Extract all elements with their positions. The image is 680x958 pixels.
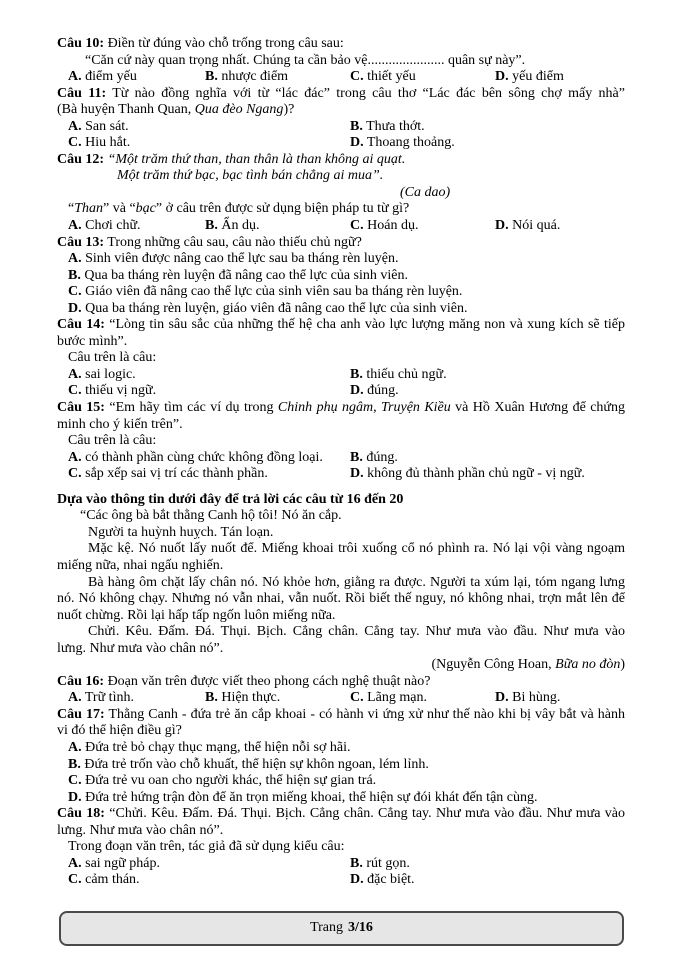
- passage-line-3: Mặc kệ. Nó nuốt lấy nuốt để. Miếng khoai trôi xuống cổ nó phình ra. Nó lại vội vàng ngoạm: [88, 541, 625, 557]
- question-13-stem: Câu 13: Trong những câu sau, câu nào thiếu chủ ngữ?: [57, 234, 362, 250]
- passage-line-6: nó. Nó không chạy. Nhưng nó vẫn nhai, vẫn nuốt. Rồi biết thế nguy, nó không nhai, trợn mắt lên để: [57, 591, 625, 607]
- question-14-prompt: Câu trên là câu:: [68, 350, 157, 366]
- question-16-stem: Câu 16: Đoạn văn trên được viết theo phong cách nghệ thuật nào?: [57, 673, 431, 689]
- footer-page-number: 3/16: [348, 920, 373, 936]
- footer-label: Trang: [310, 920, 344, 936]
- question-17-stem-line2: vi đó thể hiện điều gì?: [57, 723, 182, 739]
- option-C: C. sắp xếp sai vị trí các thành phần.: [68, 466, 268, 482]
- passage-line-4: miếng nữa, nhai ngấu nghiến.: [57, 557, 224, 573]
- option-B: B. Qua ba tháng rèn luyện đã nâng cao thể lực của sinh viên.: [68, 267, 408, 283]
- question-15-options-ab: [57, 450, 625, 467]
- document-body: [57, 36, 625, 889]
- section-header-16-20: Dựa vào thông tin dưới đây để trả lời các câu từ 16 đến 20: [57, 491, 404, 507]
- option-D: D. Qua ba tháng rèn luyện, giáo viên đã nâng cao thể lực của sinh viên.: [68, 300, 468, 316]
- question-11-options-cd: [57, 135, 625, 152]
- question-14-stem-line2: bước mình”.: [57, 333, 128, 349]
- question-16-options: [57, 690, 625, 707]
- question-18-options-cd: [57, 872, 625, 889]
- option-B: B. Đứa trẻ trốn vào chỗ khuất, thể hiện sự khôn ngoan, lém lỉnh.: [68, 756, 429, 772]
- option-B: B. nhược điểm: [205, 69, 289, 85]
- question-12-options: [57, 218, 625, 235]
- question-11-stem: Câu 11: Từ nào đồng nghĩa với từ “lác đác” trong câu thơ “Lác đác bên sông chợ mấy nhà”: [57, 85, 625, 101]
- passage-line-2: Người ta huỳnh huỵch. Tán loạn.: [88, 524, 274, 540]
- option-A: A. Chơi chữ.: [68, 218, 141, 234]
- option-A: A. điểm yếu: [68, 69, 137, 85]
- option-C: C. thiếu vị ngữ.: [68, 383, 157, 399]
- option-A: A. sai logic.: [68, 366, 136, 382]
- option-B: B. thiếu chủ ngữ.: [350, 366, 447, 382]
- option-D: D. Thoang thoảng.: [350, 135, 455, 151]
- question-18-prompt: Trong đoạn văn trên, tác giả đã sử dụng kiểu câu:: [68, 839, 345, 855]
- question-18-stem: Câu 18: “Chửi. Kêu. Đấm. Đá. Thụi. Bịch. Cẳng chân. Cẳng tay. Như mưa vào đầu. Như mưa vào: [57, 806, 626, 822]
- question-15-stem-line2: minh cho ý kiến trên”.: [57, 416, 183, 432]
- option-D: D. Đứa trẻ hứng trận đòn để ăn trọn miếng khoai, thể hiện sự đói khát đến tận cùng.: [68, 789, 538, 805]
- question-15-prompt: Câu trên là câu:: [68, 433, 157, 449]
- option-A: A. sai ngữ pháp.: [68, 855, 160, 871]
- option-A: A. San sát.: [68, 118, 129, 134]
- question-14-options-ab: [57, 367, 625, 384]
- option-A: A. Sinh viên được nâng cao thể lực sau ba tháng rèn luyện.: [68, 251, 399, 267]
- question-12-prompt: “Than” và “bạc” ở câu trên được sử dụng biện pháp tu từ gì?: [68, 201, 410, 217]
- question-15-options-cd: [57, 466, 625, 483]
- option-D: D. đặc biệt.: [350, 872, 415, 888]
- question-11-source: (Bà huyện Thanh Quan, Qua đèo Ngang)?: [57, 102, 295, 118]
- passage-line-7: nuốt chừng. Rồi lại hấp tấp ngốn luôn miếng nữa.: [57, 607, 336, 623]
- question-17-stem: Câu 17: Thằng Canh - đứa trẻ ăn cắp khoai - có hành vi ứng xử như thế nào khi bị vây bắt và hành: [57, 706, 626, 722]
- passage-line-5: Bà hàng ôm chặt lấy chân nó. Nó khỏe hơn, giằng ra được. Người ta xúm lại, tóm ngang lưng: [88, 574, 625, 590]
- option-C: C. Giáo viên đã nâng cao thể lực của sinh viên sau ba tháng rèn luyện.: [68, 284, 463, 300]
- question-18-options-ab: [57, 856, 625, 873]
- option-C: C. Lãng mạn.: [350, 690, 427, 706]
- option-D: D. không đủ thành phần chủ ngữ - vị ngữ.: [350, 466, 585, 482]
- option-D: D. Bi hùng.: [495, 690, 561, 706]
- question-10-stem: Câu 10: Điền từ đúng vào chỗ trống trong câu sau:: [57, 36, 344, 51]
- option-A: A. Đứa trẻ bỏ chạy thục mạng, thể hiện nỗi sợ hãi.: [68, 739, 351, 755]
- option-C: C. Hoán dụ.: [350, 218, 419, 234]
- question-13-options: [57, 251, 625, 317]
- option-D: D. đúng.: [350, 383, 399, 399]
- question-18-stem-line2: lưng. Như mưa vào chân nó”.: [57, 822, 224, 838]
- option-B: B. rút gọn.: [350, 855, 410, 871]
- passage-line-8: Chửi. Kêu. Đấm. Đá. Thụi. Bịch. Cẳng chân. Cẳng tay. Như mưa vào đầu. Như mưa vào: [88, 624, 625, 640]
- question-14-options-cd: [57, 383, 625, 400]
- question-12-quote-line2: Một trăm thứ bạc, bạc tình bán chẳng ai mua”.: [117, 168, 384, 184]
- option-D: D. Nói quá.: [495, 218, 561, 234]
- option-B: B. Thưa thớt.: [350, 118, 425, 134]
- question-15-stem: Câu 15: “Em hãy tìm các ví dụ trong Chinh phụ ngâm, Truyện Kiều và Hồ Xuân Hương để chứng: [57, 400, 626, 416]
- option-C: C. thiết yếu: [350, 69, 416, 85]
- question-11-options-ab: [57, 119, 625, 136]
- option-A: A. Trữ tình.: [68, 690, 134, 706]
- question-14-stem: Câu 14: “Lòng tin sâu sắc của những thế hệ cha anh vào lực lượng măng non và xung kích sẽ tiếp: [57, 317, 625, 333]
- question-17-options: [57, 740, 625, 806]
- option-C: C. Đứa trẻ vu oan cho người khác, thể hiện sự gian trá.: [68, 773, 377, 789]
- option-D: D. yếu điểm: [495, 69, 564, 85]
- passage-source: (Nguyễn Công Hoan, Bữa no đòn): [431, 657, 625, 673]
- option-B: B. Hiện thực.: [205, 690, 281, 706]
- question-12-source: (Ca dao): [400, 184, 451, 200]
- option-B: B. Ẩn dụ.: [205, 218, 260, 234]
- option-C: C. cảm thán.: [68, 872, 140, 888]
- question-12-stem: Câu 12: “Một trăm thứ than, than thân là than không ai quạt.: [57, 151, 406, 167]
- option-A: A. có thành phần cùng chức không đồng loại.: [68, 449, 323, 465]
- question-10-quote: “Căn cứ này quan trọng nhất. Chúng ta cần bảo vệ...................... quân sự này”.: [85, 52, 526, 68]
- question-10-options: [57, 69, 625, 86]
- page-footer: [59, 911, 624, 946]
- option-C: C. Hiu hắt.: [68, 135, 131, 151]
- option-B: B. đúng.: [350, 449, 398, 465]
- passage-line-9: lưng. Như mưa vào chân nó”.: [57, 640, 224, 656]
- passage-line-1: “Các ông bà bắt thằng Canh hộ tôi! Nó ăn cắp.: [80, 508, 342, 524]
